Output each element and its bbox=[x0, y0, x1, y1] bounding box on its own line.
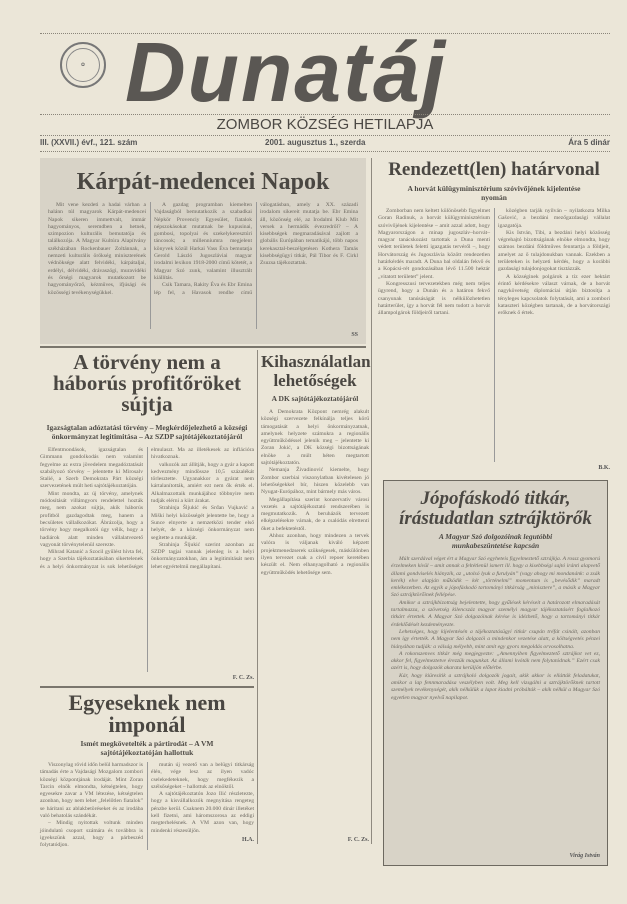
byline: B.K. bbox=[598, 465, 610, 471]
paragraph: Múlt szerdával véget ért a Magyar Szó egyheteis figyelmeztető sztrájkja. A rossz gyomorú érzelmeken kívül – amit annak a feltétlenül ismert ill. hogy a kisebbségi sajtó iránti alapvető állami gondviselés hiányzik, az „utolsó lyuk a furulyán” (vagy ahogy mi mondanánk: a zsák kerék) elve alapján működik – két „történelmi” momentum is „bevésődik” maradt emlékezetben. Az egyik a jópofáskodó tartományi titkárság „minisztere”, a másik a Magyar Szó sztrájktörőinek fellépése. bbox=[391, 556, 600, 599]
byline: F. C. Zs. bbox=[347, 837, 369, 843]
rule bbox=[40, 135, 610, 136]
article-karpat bbox=[40, 158, 366, 344]
paragraph: Nemanja Živadinović kiemelte, hogy Zombor szerbiai viszonylatban kivételesen jó lehetőségekkel bír, hiszen közelebb van Nyugat-Európához, mint bármely más város. bbox=[261, 467, 369, 496]
paragraph: Kongresszusi tervezetekben még nem teljes ügyrend, hogy a Dunán és a határon fekvő csanyunak tanúsáságát is nélkülözhetetlen határterület, így a horvát fél nem tudott a horvát állampolgárok földjeiről tartani. bbox=[378, 280, 490, 317]
article-title: Rendezett(len) határvonal bbox=[388, 159, 600, 180]
paragraph: A gazdag programban kiemelten Vajdaságból bemutatkozik a szabadkai Népkör Provenciy Egyesület, fiatalok népszokásokat mutatnak be kupusinai, gombosi, topolyai és szekelykeresztúri táncosok; a millenniumra megjelent könyvek közül Harkai Vass Éva bemutatja Gerold László Jugoszláviai magyar irodalmi lexikon 1918-2000 című kötetét, a Magyar Szó zunk, valamint illusztrált kiállítás. bbox=[154, 202, 252, 281]
paragraph: Mint mondta, az új törvény, amelynek módosítását villámgyors rendelettel hozták meg, nem azokat sújtja, akik háborús profitból gazdagodtak meg, hanem a becsületes vállalkozókat. Ábrázolja, hogy a törvény hogy megalkotói úgy vélik, hogy a hadiárok alatt minden vállalatvezető vagyonát törvénytelenül szerezte. bbox=[40, 490, 143, 548]
paragraph: Megállapítása szerint konzervatív városi vezetés a sajtótájékoztató rendszerében is megmutatkozik. A beruházók tervezett elképzelésekre várnak, de a csalódás elrettenti őket a befektetéstől. bbox=[261, 496, 369, 532]
paragraph: A sajtótájékoztatón Jozo Ilić részletezte, hogy a kisvállalkozók megnyitása rengeteg pénzbe kerül. Csaknem 20.000 dinár illetéket kell fizetni, ami háromszorosa az eddigi megterhelésnek. A VM azon van, hogy mindenki részesüljön. bbox=[151, 791, 254, 834]
article-subtitle: A horvát külügyminisztérium szóvivőjének kijelentése nyomán bbox=[407, 184, 581, 202]
paragraph: közégben tarják nyilván – nyilatkozta Milka Gašović, a bezdáni mezőgazdasági vállalat igazgatója. bbox=[498, 208, 610, 229]
municipal-seal-logo: ✿ bbox=[60, 42, 106, 88]
paragraph: Lehetséges, hogy kijelentésén a tájékoztatásügyi titkár csupán tréfát csinált, azonban nem így értették. A Magyar Szó dolgozói a mindenkor vezetése alatt, a költségvetés pénzei hiányában tudják: a válság mélyebb, mint amit egy gyors megoldás orvosolhatna. bbox=[391, 628, 600, 650]
paragraph: Ahhoz azonban, hogy mindezen a tervek valóra is váljanak kiváló képzett projektmenedzserek szükségesek, máskülönben ilyen tervezet csak a civil repoer keretében készült el. Nem elhanyagolható a regionális együttműködés lehetősége sem. bbox=[261, 533, 369, 576]
paragraph: Amikor a sztrájkbizottság bejelentette, hogy gyűlések kéréseit a határozott elmaradását tartalmazza, a szövetség kilencszáz magyar személyi magyar tájékoztatásért foglalkozó titkárt értettek. A Magyar Szó dolgozóinak kérése is idézhető, hogy a tartományi titkár érdeklődését kezdeményezte. bbox=[391, 599, 600, 628]
article-subtitle: Ismét megkövetelték a pártirodát – A VM sajtótájékoztatóján hallottuk bbox=[80, 739, 214, 757]
article-jopofaskodo bbox=[383, 480, 608, 866]
article-title: A törvény nem a háborús profitőröket sújtja bbox=[52, 350, 242, 416]
paragraph: mután új vezető van a belügyi titkárság élén, vége lesz az ilyen vadóc cselekedeteknek, hogy megfékezik a szélsőségeket – hallottuk az elnöktől. bbox=[151, 762, 254, 790]
article-kihasznalatlan bbox=[261, 352, 369, 844]
paragraph: Strahinja Šljukić szerint azonban az SZDP tagjai vannak jelenleg is a helyi önkormányzatokban, ám a legitimitását nem lehet egyértelmű megállapítani. bbox=[151, 541, 254, 570]
paragraph: – Mindig nyitottak voltunk minden jóindulatú csoport számára és továbbra is igyekszünk azzal, hogy a párbeszéd folytatódjon. bbox=[40, 820, 143, 849]
article-body bbox=[391, 556, 600, 850]
paragraph: Kis István, Tibi, a bezdáni helyi közösség végrehajtó bizottságának elnöke elmondta, hogy számos bezdáni földműves fenntartja a földjeit, amelyet az ő tulajdonukban vannak. Ezekben a területeken is helyzeti kérdés, hogy a korábbi gazdasági tulajdonjogokat tisztázzák. bbox=[498, 229, 610, 273]
article-title: Kihasználatlan lehetőségek bbox=[261, 352, 371, 390]
article-title: Kárpát-medencei Napok bbox=[76, 169, 330, 195]
byline: H.A. bbox=[242, 837, 254, 843]
article-body bbox=[40, 447, 254, 672]
paragraph: Zomborban nem keltett különösebb figyelmet Goran Radinuk, a horvát külügyminisztérium szóvivőjének kijelentése – amit azzal adott, hogy Magyarországon a minap jugoszláv–horvát–magyar tanácskozást tartottak a Duna menti védett területek felettí igazgatás tervéről –, hogy Horvátország és Jugoszlávia között rendezetlen határkérdés maradt. A Duna bal oldalán fekvő és a Kopácsi-rét gondozásában lévő 11.500 hektár „vitatott területet” jelent. bbox=[378, 208, 490, 280]
paragraph: Csik Tamara, Rakity Éva és Ebr Emina lép fel, a Havasok rendhe című válogatásban, amely a XX. századi irodalom sikereit mutatja be. Ebr Emina áll, közönség elé, az Irodalmi Klub Mit versek a hermádik évezredről? – A kisebbségek megmaradásával zajlott a globális Európában tematikájú, több napos kerekasztal-beszélgetésen Kothera Tamás kisebbségügyi titkár, Pál Tibor és F. Cirkl Zsuzsa tájékoztattak. bbox=[154, 202, 358, 296]
paragraph: Mihrad Katanić a Szocil gyűlést hívta fel, hogy a Szerbia tájékoztatásában sikertelenek és a helyi önkormányzat is sok lehetőséget elmulaszt. Ma az illetékesek az inflációra hivatkoznak. bbox=[40, 447, 254, 570]
article-body bbox=[261, 409, 369, 834]
article-body bbox=[40, 762, 254, 849]
paragraph: Strahinja Šljukić és Srđan Vujkavić a Miški helyi közösségét jelentette be, hogy a Sunce elnyerte a nemzetközi tender első helyét, de a községi önkormányzat nem segítette a munkáját. bbox=[151, 505, 254, 541]
divider bbox=[40, 346, 366, 348]
paragraph: Kár, hogy kiüresítik a sztrájkoló dolgozók jogait, akik akkor is ellátták feladatukat, amikor a lap fennmaradása veszélyben volt. Meg kell vizsgálni a sztrájktörőknek tartott személyek tevékenységét, akik nélkülük a lapot kiadni próbálták – akik nélkül a Magyar Szó egyetlen magyar nyelvű napilapot. bbox=[391, 672, 600, 701]
masthead-title: Dunatáj bbox=[125, 25, 448, 119]
paragraph: A Demokrata Központ nemrég alakult községi szervezete felkínálja teljes körű támogatását a helyi önkormányzatnak, amelynek helyzete számukra a regionális együttműködéssel jelenik meg – jelentette ki Zoran Jokić, a DK községi bizottságának elnöke a múlt héten megtartott sajtótájékoztatón. bbox=[261, 409, 369, 467]
byline: SS bbox=[351, 332, 358, 338]
divider bbox=[40, 686, 254, 688]
byline: F. C. Zs. bbox=[232, 675, 254, 681]
article-egyeseknek bbox=[40, 690, 254, 849]
paragraph: A rokonszenves titkár még megjegyezte: „Amennyiben figyelmeztető sztrájkot vet ez, akkor fel, figyelmeztetve érezzük magunkat. Az állami kvóták nem folytatódnak.” Ezért csak azért is, hogy dolgozók akarata kerüljön előtérbe. bbox=[391, 650, 600, 672]
paragraph: valkozók azt állítják, hogy a gyár a kapott kedvezmény mindössze 10,5 százalékát törlesztette. Ugyanakkor a gyárat nem kártalanították, amiért ezt nem ők érték el. Alkalmazottaik munkájához többnyire nem tudják elérni a kiirt árakat. bbox=[151, 461, 254, 505]
byline: Virág István bbox=[569, 853, 600, 859]
article-torveny bbox=[40, 352, 254, 682]
article-subtitle: A Magyar Szó dolgozóinak legutóbbi munkabeszüntetése kapcsán bbox=[438, 532, 553, 550]
rule bbox=[40, 151, 610, 152]
issue-date: 2001. augusztus 1., szerda bbox=[265, 138, 366, 147]
article-title: Egyeseknek nem imponál bbox=[68, 690, 226, 737]
paragraph: Mit vene kezdeti a hadai várban a halánn túl magyarok Kárpát-medencei Napok sikeren immettvalt, immár hagyományos, seremdben a hetnek, szimpozion kulturális bemutatója és találkozója. A Magyar Kultúra Alapítvány székházában Rockenbauer Zoltánnak, a nemzeti kulturális örökség miniszterének védnöksége alatt felvidéki, kárpátaljai, erdélyi, délvidéki, drávaszögi, muravidéki és őrségi magyarok mutatkozott be hagyományőrző, kézműves, ifjúsági és közösségi tevékenységükkel. bbox=[48, 202, 146, 296]
masthead-subtitle: ZOMBOR KÖZSÉG HETILAPJA bbox=[216, 116, 434, 133]
paragraph: A községinek polgárok a tíz ezer hektárt érintő kérdésekre választ várnak, de a horvát nagykövetség diplomáciai útján biztosítja a tényleges kapcsolatok folytatását, ami a zombori kataszteri közégben tartanak, de a horvátországi erőknek ő értek. bbox=[498, 273, 610, 317]
rule bbox=[40, 114, 610, 115]
column-divider bbox=[257, 350, 258, 844]
paragraph: Elfentmondások, igazságtalan és Gimmann gondolkodás nem valamint fegyelme az extra jövedelem megadóztatását szabályozó törvény – jelentette ki Mirosalv Stalié, a Szerb Demokrata Párt községi szervezetének múlt heti sajtótájékoztatóján. bbox=[40, 447, 143, 490]
column-divider bbox=[371, 158, 372, 844]
paragraph: Viszonylag rövid időn belül harmadszor is támadás érte a Vajdasági Mozgalom zombori községi központjának irodáját. Mint Zoran Tarcin elnök elmondta, kétségtelen, hogy egyesekre zavar a VM létezése, kétségtelen azonban, hogy nem lehet „felelőtlen fiatalok” se hárítani az ablakbetöréseket és az irodába való behatolás szándékát. bbox=[40, 762, 143, 820]
article-subtitle: A DK sajtótájékoztatójáról bbox=[271, 394, 359, 403]
issue-number: III. (XXVII.) évf., 121. szám bbox=[40, 138, 138, 147]
article-body bbox=[378, 208, 610, 462]
article-rendezett bbox=[378, 160, 610, 472]
article-title: Jópofáskodó titkár, írástudatlan sztrájktörők bbox=[399, 488, 592, 529]
issue-price: Ára 5 dinár bbox=[568, 138, 610, 147]
article-body bbox=[48, 202, 358, 329]
article-subtitle: Igazságtalan adóztatási törvény – Megkérdőjelezhető a községi önkormányzat legitimitása – Az SZDP sajtótájékoztatójáról bbox=[46, 423, 248, 441]
